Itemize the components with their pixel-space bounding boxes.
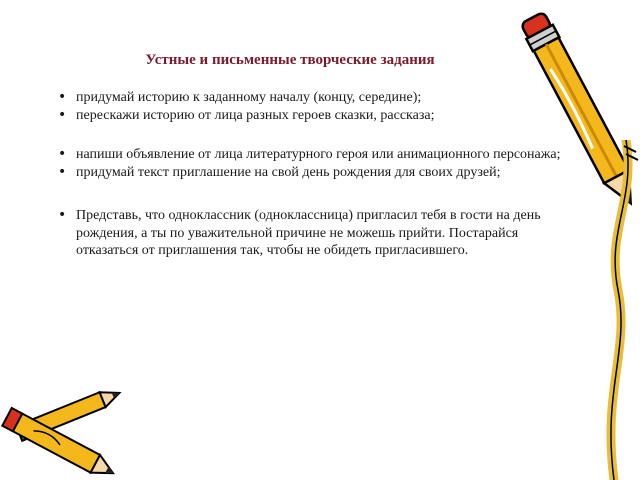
list-item: • придумай текст приглашение на свой день рождения для своих друзей; [58, 164, 578, 182]
pencils-icon [0, 375, 135, 480]
task-list [58, 89, 578, 260]
ribbon-decoration [596, 140, 640, 480]
list-item: • перескажи историю от лица разных героев сказки, рассказа; [58, 107, 578, 125]
list-item: • Представь, что одноклассник (одноклассница) пригласил тебя в гости на день рождения, а ты по уважительной причине не можешь прийти. Постарайся отказаться от приглашения так, чтобы не обидеть пригласившего. [58, 207, 578, 260]
list-item: • напиши объявление от лица литературного героя или анимационного персонажа; [58, 146, 578, 164]
list-item: • придумай историю к заданному началу (концу, середине); [58, 89, 578, 107]
slide-title: Устные и письменные творческие задания [145, 52, 435, 68]
